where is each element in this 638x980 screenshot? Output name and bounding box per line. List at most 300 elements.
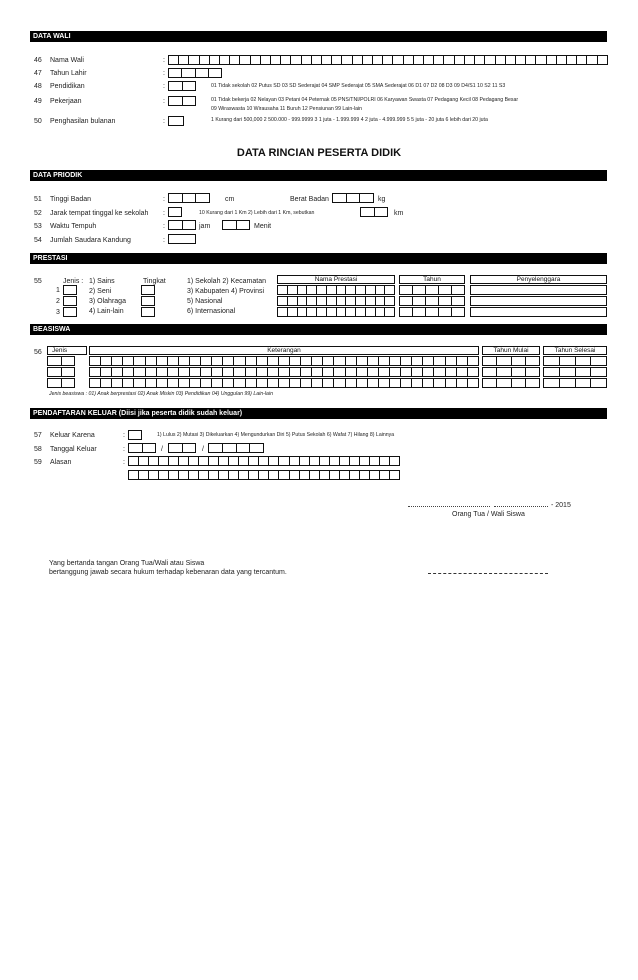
input-cell[interactable] [279,471,289,479]
input-cell[interactable] [468,368,478,376]
input-cell[interactable] [320,471,330,479]
beasiswa-tahun-selesai-input[interactable] [543,367,607,377]
input-cell[interactable] [426,297,439,305]
input-cell[interactable] [368,357,379,365]
input-cell[interactable] [483,379,497,387]
input-cell[interactable] [190,368,201,376]
input-cell[interactable] [497,368,511,376]
input-cell[interactable] [379,368,390,376]
input-cell[interactable] [201,368,212,376]
date-day-month-line[interactable] [494,506,548,507]
input-cell[interactable] [346,308,356,316]
input-cell[interactable] [239,471,249,479]
input-cell[interactable] [196,194,209,202]
input-cell[interactable] [134,379,145,387]
input-cell[interactable] [298,297,308,305]
input-cell[interactable] [332,56,342,64]
tinggi-badan-input[interactable] [168,193,210,203]
input-cell[interactable] [300,471,310,479]
input-cell[interactable] [423,357,434,365]
input-cell[interactable] [393,56,403,64]
input-cell[interactable] [327,308,337,316]
input-cell[interactable] [146,368,157,376]
input-cell[interactable] [129,457,139,465]
input-cell[interactable] [290,368,301,376]
input-cell[interactable] [278,308,288,316]
prestasi-tingkat-input[interactable] [141,285,155,295]
jarak-option-input[interactable] [168,207,182,217]
input-cell[interactable] [168,368,179,376]
input-cell[interactable] [567,56,577,64]
input-cell[interactable] [452,286,464,294]
input-cell[interactable] [219,471,229,479]
input-cell[interactable] [223,357,234,365]
beasiswa-tahun-selesai-input[interactable] [543,378,607,388]
input-cell[interactable] [212,357,223,365]
input-cell[interactable] [90,357,101,365]
input-cell[interactable] [48,368,62,376]
input-cell[interactable] [404,56,414,64]
input-cell[interactable] [269,471,279,479]
input-cell[interactable] [560,368,576,376]
input-cell[interactable] [302,56,312,64]
input-cell[interactable] [380,471,390,479]
input-cell[interactable] [337,297,347,305]
input-cell[interactable] [179,457,189,465]
beasiswa-jenis-input[interactable] [47,367,75,377]
input-cell[interactable] [139,471,149,479]
input-cell[interactable] [312,56,322,64]
tanggal-keluar-year-input[interactable] [208,443,264,453]
input-cell[interactable] [279,457,289,465]
input-cell[interactable] [199,457,209,465]
input-cell[interactable] [337,286,347,294]
input-cell[interactable] [268,357,279,365]
input-cell[interactable] [557,56,567,64]
input-cell[interactable] [112,357,123,365]
input-cell[interactable] [390,457,399,465]
input-cell[interactable] [312,357,323,365]
input-cell[interactable] [340,471,350,479]
input-cell[interactable] [334,368,345,376]
input-cell[interactable] [544,357,560,365]
input-cell[interactable] [334,379,345,387]
input-cell[interactable] [169,471,179,479]
input-cell[interactable] [101,357,112,365]
beasiswa-tahun-mulai-input[interactable] [482,378,540,388]
input-cell[interactable] [112,379,123,387]
input-cell[interactable] [281,56,291,64]
input-cell[interactable] [143,444,156,452]
input-cell[interactable] [320,457,330,465]
input-cell[interactable] [48,357,62,365]
input-cell[interactable] [183,194,197,202]
input-cell[interactable] [591,357,606,365]
input-cell[interactable] [497,357,511,365]
input-cell[interactable] [360,194,373,202]
input-cell[interactable] [444,56,454,64]
input-cell[interactable] [334,357,345,365]
input-cell[interactable] [209,69,221,77]
input-cell[interactable] [90,379,101,387]
prestasi-tingkat-input[interactable] [141,307,155,317]
input-cell[interactable] [62,357,75,365]
input-cell[interactable] [390,379,401,387]
input-cell[interactable] [512,379,526,387]
input-cell[interactable] [209,444,223,452]
input-cell[interactable] [240,56,250,64]
input-cell[interactable] [576,379,592,387]
input-cell[interactable] [376,286,386,294]
input-cell[interactable] [457,368,468,376]
input-cell[interactable] [259,471,269,479]
input-cell[interactable] [257,368,268,376]
jam-input[interactable] [168,220,196,230]
input-cell[interactable] [353,56,363,64]
input-cell[interactable] [62,379,75,387]
input-cell[interactable] [468,379,478,387]
prestasi-nama-input[interactable] [277,307,395,317]
input-cell[interactable] [360,457,370,465]
alasan-input-line1[interactable] [128,456,400,466]
input-cell[interactable] [179,357,190,365]
input-cell[interactable] [123,357,134,365]
input-cell[interactable] [544,379,560,387]
input-cell[interactable] [159,471,169,479]
input-cell[interactable] [401,357,412,365]
input-cell[interactable] [366,308,376,316]
input-cell[interactable] [183,221,196,229]
input-cell[interactable] [310,471,320,479]
input-cell[interactable] [330,471,340,479]
input-cell[interactable] [134,357,145,365]
input-cell[interactable] [129,471,139,479]
input-cell[interactable] [239,457,249,465]
penghasilan-input[interactable] [168,116,184,126]
input-cell[interactable] [323,357,334,365]
input-cell[interactable] [300,457,310,465]
saudara-kandung-input[interactable] [168,234,196,244]
input-cell[interactable] [157,357,168,365]
input-cell[interactable] [279,368,290,376]
input-cell[interactable] [496,56,506,64]
input-cell[interactable] [598,56,607,64]
input-cell[interactable] [544,368,560,376]
input-cell[interactable] [201,357,212,365]
input-cell[interactable] [307,308,317,316]
input-cell[interactable] [190,379,201,387]
input-cell[interactable] [291,56,301,64]
input-cell[interactable] [346,286,356,294]
input-cell[interactable] [112,368,123,376]
input-cell[interactable] [526,379,539,387]
input-cell[interactable] [327,286,337,294]
input-cell[interactable] [190,357,201,365]
input-cell[interactable] [278,286,288,294]
prestasi-tahun-input[interactable] [399,296,465,306]
pendidikan-input[interactable] [168,81,196,91]
input-cell[interactable] [229,457,239,465]
input-cell[interactable] [212,368,223,376]
input-cell[interactable] [390,471,399,479]
pekerjaan-input[interactable] [168,96,196,106]
input-cell[interactable] [290,471,300,479]
keluar-karena-input[interactable] [128,430,142,440]
input-cell[interactable] [183,444,196,452]
input-cell[interactable] [383,56,393,64]
input-cell[interactable] [457,357,468,365]
input-cell[interactable] [512,357,526,365]
input-cell[interactable] [268,368,279,376]
input-cell[interactable] [301,379,312,387]
beasiswa-jenis-input[interactable] [47,356,75,366]
input-cell[interactable] [310,457,320,465]
input-cell[interactable] [385,308,394,316]
input-cell[interactable] [327,297,337,305]
input-cell[interactable] [347,194,361,202]
input-cell[interactable] [497,379,511,387]
beasiswa-keterangan-input[interactable] [89,356,479,366]
input-cell[interactable] [413,286,426,294]
input-cell[interactable] [526,357,539,365]
input-cell[interactable] [312,368,323,376]
input-cell[interactable] [290,357,301,365]
input-cell[interactable] [134,368,145,376]
input-cell[interactable] [169,97,183,105]
input-cell[interactable] [340,457,350,465]
input-cell[interactable] [346,368,357,376]
input-cell[interactable] [439,286,452,294]
input-cell[interactable] [357,357,368,365]
input-cell[interactable] [434,379,445,387]
input-cell[interactable] [179,368,190,376]
input-cell[interactable] [307,286,317,294]
menit-input[interactable] [222,220,250,230]
input-cell[interactable] [261,56,271,64]
input-cell[interactable] [357,379,368,387]
input-cell[interactable] [412,379,423,387]
input-cell[interactable] [446,368,457,376]
input-cell[interactable] [189,457,199,465]
input-cell[interactable] [434,56,444,64]
input-cell[interactable] [146,357,157,365]
input-cell[interactable] [376,308,386,316]
input-cell[interactable] [189,56,199,64]
input-cell[interactable] [591,379,606,387]
input-cell[interactable] [279,357,290,365]
input-cell[interactable] [229,471,239,479]
tanggal-keluar-day-input[interactable] [128,443,156,453]
input-cell[interactable] [434,368,445,376]
input-cell[interactable] [189,471,199,479]
beasiswa-tahun-mulai-input[interactable] [482,367,540,377]
input-cell[interactable] [323,368,334,376]
input-cell[interactable] [439,308,452,316]
input-cell[interactable] [368,379,379,387]
input-cell[interactable] [159,457,169,465]
input-cell[interactable] [446,379,457,387]
input-cell[interactable] [101,379,112,387]
input-cell[interactable] [357,368,368,376]
input-cell[interactable] [288,297,298,305]
input-cell[interactable] [146,379,157,387]
input-cell[interactable] [526,56,536,64]
input-cell[interactable] [301,357,312,365]
input-cell[interactable] [251,56,261,64]
input-cell[interactable] [547,56,557,64]
input-cell[interactable] [366,286,376,294]
input-cell[interactable] [269,457,279,465]
input-cell[interactable] [390,357,401,365]
tahun-lahir-input[interactable] [168,68,222,78]
input-cell[interactable] [434,357,445,365]
input-cell[interactable] [230,56,240,64]
input-cell[interactable] [413,308,426,316]
input-cell[interactable] [169,457,179,465]
input-cell[interactable] [373,56,383,64]
prestasi-nama-input[interactable] [277,285,395,295]
beasiswa-keterangan-input[interactable] [89,367,479,377]
prestasi-tingkat-input[interactable] [141,296,155,306]
jarak-km-input[interactable] [360,207,388,217]
input-cell[interactable] [169,82,183,90]
alasan-input-line2[interactable] [128,470,400,480]
input-cell[interactable] [183,82,196,90]
input-cell[interactable] [234,357,245,365]
input-cell[interactable] [200,56,210,64]
input-cell[interactable] [333,194,347,202]
input-cell[interactable] [210,56,220,64]
input-cell[interactable] [149,471,159,479]
input-cell[interactable] [199,471,209,479]
input-cell[interactable] [157,379,168,387]
input-cell[interactable] [179,56,189,64]
input-cell[interactable] [219,457,229,465]
input-cell[interactable] [380,457,390,465]
beasiswa-tahun-selesai-input[interactable] [543,356,607,366]
input-cell[interactable] [366,297,376,305]
input-cell[interactable] [223,368,234,376]
input-cell[interactable] [322,56,332,64]
input-cell[interactable] [560,379,576,387]
input-cell[interactable] [506,56,516,64]
input-cell[interactable] [249,457,259,465]
input-cell[interactable] [452,308,464,316]
input-cell[interactable] [246,379,257,387]
input-cell[interactable] [317,297,327,305]
input-cell[interactable] [298,308,308,316]
input-cell[interactable] [234,379,245,387]
input-cell[interactable] [317,286,327,294]
input-cell[interactable] [223,221,237,229]
prestasi-tahun-input[interactable] [399,307,465,317]
input-cell[interactable] [301,368,312,376]
input-cell[interactable] [483,368,497,376]
prestasi-nama-input[interactable] [277,296,395,306]
input-cell[interactable] [346,357,357,365]
input-cell[interactable] [455,56,465,64]
input-cell[interactable] [209,471,219,479]
input-cell[interactable] [412,368,423,376]
input-cell[interactable] [560,357,576,365]
input-cell[interactable] [400,286,413,294]
input-cell[interactable] [390,368,401,376]
prestasi-penyelenggara-input[interactable] [470,285,607,295]
input-cell[interactable] [337,308,347,316]
input-cell[interactable] [250,444,263,452]
input-cell[interactable] [234,368,245,376]
input-cell[interactable] [149,457,159,465]
input-cell[interactable] [424,56,434,64]
input-cell[interactable] [101,368,112,376]
input-cell[interactable] [346,297,356,305]
input-cell[interactable] [169,69,182,77]
nama-wali-input[interactable] [168,55,608,65]
input-cell[interactable] [452,297,464,305]
input-cell[interactable] [400,297,413,305]
input-cell[interactable] [356,286,366,294]
input-cell[interactable] [223,379,234,387]
beasiswa-tahun-mulai-input[interactable] [482,356,540,366]
input-cell[interactable] [246,357,257,365]
input-cell[interactable] [356,308,366,316]
prestasi-jenis-input[interactable] [63,307,77,317]
input-cell[interactable] [330,457,340,465]
input-cell[interactable] [123,379,134,387]
input-cell[interactable] [169,221,183,229]
tanggal-keluar-month-input[interactable] [168,443,196,453]
input-cell[interactable] [298,286,308,294]
input-cell[interactable] [457,379,468,387]
input-cell[interactable] [323,379,334,387]
input-cell[interactable] [257,357,268,365]
input-cell[interactable] [223,444,237,452]
input-cell[interactable] [356,297,366,305]
input-cell[interactable] [209,457,219,465]
input-cell[interactable] [157,368,168,376]
input-cell[interactable] [401,368,412,376]
input-cell[interactable] [591,368,606,376]
input-cell[interactable] [90,368,101,376]
date-place-line[interactable] [408,506,490,507]
input-cell[interactable] [278,297,288,305]
input-cell[interactable] [485,56,495,64]
input-cell[interactable] [426,308,439,316]
input-cell[interactable] [179,471,189,479]
input-cell[interactable] [246,368,257,376]
input-cell[interactable] [368,368,379,376]
input-cell[interactable] [446,357,457,365]
input-cell[interactable] [363,56,373,64]
input-cell[interactable] [385,286,394,294]
input-cell[interactable] [237,444,251,452]
input-cell[interactable] [350,471,360,479]
input-cell[interactable] [526,368,539,376]
prestasi-penyelenggara-input[interactable] [470,296,607,306]
input-cell[interactable] [237,221,250,229]
input-cell[interactable] [536,56,546,64]
input-cell[interactable] [179,379,190,387]
input-cell[interactable] [220,56,230,64]
input-cell[interactable] [423,379,434,387]
input-cell[interactable] [288,286,298,294]
input-cell[interactable] [290,457,300,465]
input-cell[interactable] [370,457,380,465]
beasiswa-keterangan-input[interactable] [89,378,479,388]
input-cell[interactable] [62,368,75,376]
input-cell[interactable] [401,379,412,387]
input-cell[interactable] [385,297,394,305]
